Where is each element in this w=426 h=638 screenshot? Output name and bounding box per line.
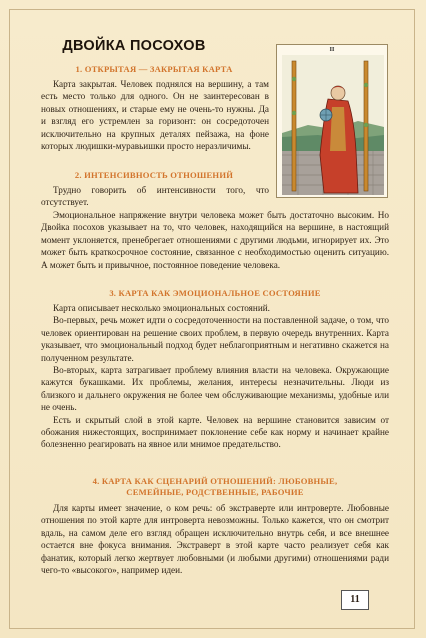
tarot-card-image (276, 44, 388, 198)
section-2-text (41, 209, 389, 271)
paragraph: Эмоциональное напряжение внутри человека может быть достаточно высоким. Но Двойка посохов указывает на то, что человек, находящийся на вершине, в настоящий момент уклоняется, пренебрегает отношениями с другими людьми, игнорирует их. Это может быть краткосрочное состояние, связанное с необходимостью оценить ситуацию. А может быть и привычное, постоянное поведение человека. (41, 210, 389, 270)
paragraph: Для карты имеет значение, о ком речь: об экстраверте или интроверте. Любовные отношения по этой карте для интроверта невозможны. Только кажется, что он смотрит вдаль, на самом деле его взгляд обращен исключительно внутрь себя, и все внешнее остается вне фокуса внимания. Экстраверт в этой карте часто реализует себя как фанатик, который легко жертвует любовными (и любыми другими) отношениями ради чего-то «высокого», например идеи. (41, 503, 389, 576)
paragraph: Трудно говорить об интенсивности того, что отсутствует. (41, 185, 269, 208)
section-heading-4-line2: СЕМЕЙНЫЕ, РОДСТВЕННЫЕ, РАБОЧИЕ (126, 487, 304, 497)
section-heading-2: 2. ИНТЕНСИВНОСТЬ ОТНОШЕНИЙ (74, 170, 234, 180)
paragraph: Есть и скрытый слой в этой карте. Человек на вершине становится зависим от обожания нижестоящих, воспринимает поклонение себе как норму и начинает крайне болезненно реагировать на явное или мнимое предательство. (41, 414, 389, 450)
paragraph: Во-первых, речь может идти о сосредоточенности на поставленной задаче, о том, что человек ориентирован на решение своих проблем, в первую очередь внутренних. Карта указывает, что эмоциональный подход будет неблагоприятным и негативно скажется на полученном результате. (41, 315, 389, 363)
section-heading-3: 3. КАРТА КАК ЭМОЦИОНАЛЬНОЕ СОСТОЯНИЕ (109, 288, 321, 298)
page-number: 11 (341, 590, 369, 610)
section-1-text (41, 78, 269, 152)
two-of-wands-illustration (278, 55, 388, 195)
card-numeral: II (329, 47, 335, 53)
section-3-text (41, 302, 389, 451)
paragraph: Карта закрытая. Человек поднялся на вершину, а там есть место только для одного. Он не заинтересован в новых отношениях, и старые ему не очень-то нужны. Да и взгляд его устремлен за горизонт: он сосредоточен исключительно на крупных деталях пейзажа, на фоне которых людишки-муравьишки просто неразличимы. (41, 79, 269, 152)
paragraph: Во-вторых, карта затрагивает проблему влияния власти на человека. Окружающие кажутся букашками. Их проблемы, желания, интересы незначительны. Люди из близкого и дальнего окружения не более чем обслуживающие механизмы, удобные или не очень. (41, 365, 389, 413)
page-title: ДВОЙКА ПОСОХОВ (62, 38, 206, 54)
section-heading-4-line1: 4. КАРТА КАК СЦЕНАРИЙ ОТНОШЕНИЙ: ЛЮБОВНЫЕ, (92, 476, 338, 486)
section-4-text (41, 502, 389, 576)
paragraph: Карта описывает несколько эмоциональных состояний. (53, 303, 270, 313)
section-2-text-narrow (41, 184, 269, 209)
section-heading-1: 1. ОТКРЫТАЯ — ЗАКРЫТАЯ КАРТА (75, 64, 233, 74)
